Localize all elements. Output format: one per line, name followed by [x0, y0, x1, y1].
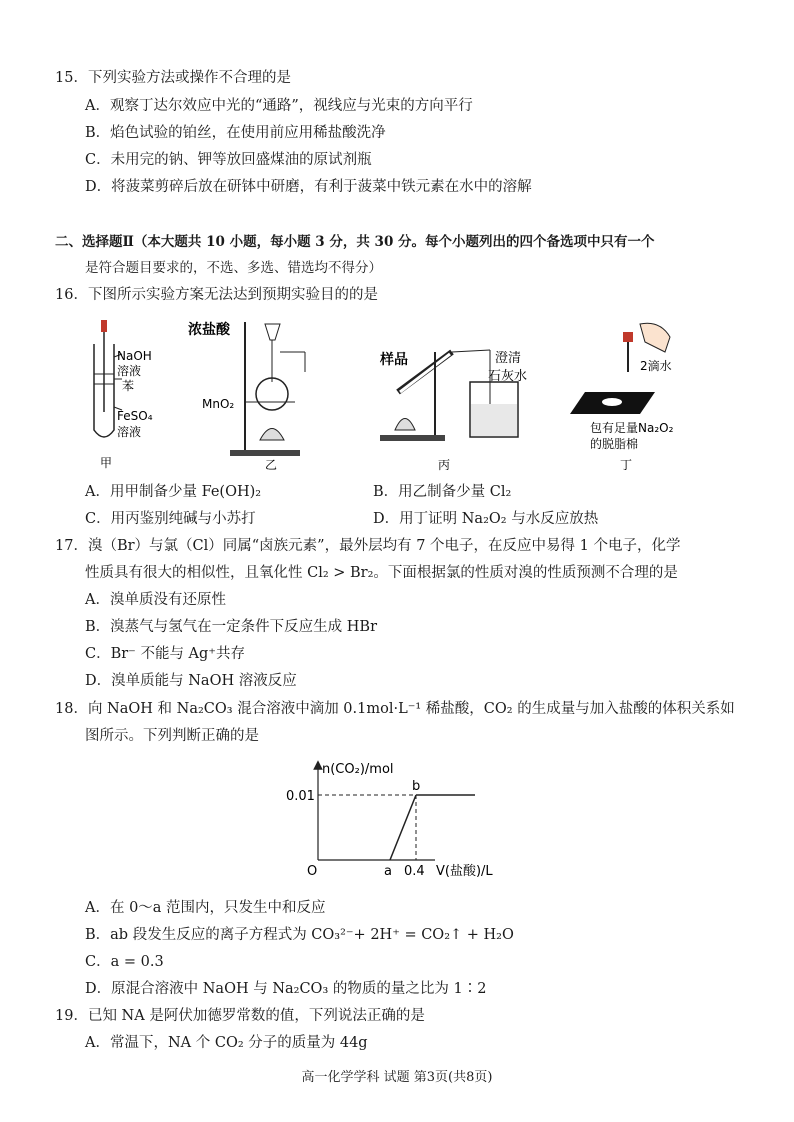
q17-stem-line2: 性质具有很大的相似性，且氧化性 Cl₂ > Br₂。下面根据氯的性质对溴的性质预测不合理的是	[85, 565, 678, 581]
q16-option-d: D．用丁证明 Na₂O₂ 与水反应放热	[373, 511, 599, 527]
q15-stem: 15．下列实验方法或操作不合理的是	[55, 70, 291, 86]
q15-option-a: A．观察丁达尔效应中光的“通路”，视线应与光束的方向平行	[85, 98, 473, 114]
q15-option-d: D．将菠菜剪碎后放在研钵中研磨，有利于菠菜中铁元素在水中的溶解	[85, 179, 532, 195]
bing-label-sample: 样品	[380, 352, 408, 368]
ding-label-cotton: 的脱脂棉	[590, 437, 639, 451]
jia-label-benzene: 苯	[122, 379, 135, 393]
section2-heading-cont: 是符合题目要求的，不选、多选、错选均不得分）	[85, 260, 382, 276]
q15-option-c: C．未用完的钠、钾等放回盛煤油的原试剂瓶	[85, 152, 372, 168]
graph-origin: O	[307, 864, 318, 879]
graph-y-tick: 0.01	[286, 789, 315, 804]
yi-caption: 乙	[265, 458, 278, 472]
q18-stem-line2: 图所示。下列判断正确的是	[85, 728, 259, 744]
bing-label-limewater: 石灰水	[488, 369, 528, 384]
graph-y-label: n(CO₂)/mol	[322, 762, 394, 777]
q15-option-b: B．焰色试验的铂丝，在使用前应用稀盐酸洗净	[85, 125, 386, 141]
yi-label-conc-hcl: 浓盐酸	[188, 322, 230, 338]
jia-caption: 甲	[100, 456, 113, 470]
q16-stem: 16．下图所示实验方案无法达到预期实验目的的是	[55, 287, 378, 303]
q17-option-d: D．溴单质能与 NaOH 溶液反应	[85, 673, 297, 689]
q19-option-a: A．常温下，NA 个 CO₂ 分子的质量为 44g	[85, 1035, 368, 1051]
q17-option-b: B．溴蒸气与氢气在一定条件下反应生成 HBr	[85, 619, 377, 635]
q16-option-b: B．用乙制备少量 Cl₂	[373, 484, 512, 500]
q18-option-b: B．ab 段发生反应的离子方程式为 CO₃²⁻+ 2H⁺ = CO₂↑ + H₂O	[85, 927, 514, 943]
ding-label-two-drops: 2滴水	[640, 359, 672, 373]
jia-label-solution1: 溶液	[117, 364, 142, 378]
graph-point-a: a	[384, 864, 392, 879]
q16-option-c: C．用丙鉴别纯碱与小苏打	[85, 511, 256, 527]
jia-label-solution2: 溶液	[117, 425, 142, 439]
figure-bing	[379, 350, 527, 472]
q17-option-a: A．溴单质没有还原性	[85, 592, 226, 608]
q18-option-a: A．在 0～a 范围内，只发生中和反应	[85, 900, 326, 916]
bing-label-clear: 澄清	[495, 351, 522, 366]
graph-point-b: b	[412, 779, 421, 794]
q18-stem-line1: 18．向 NaOH 和 Na₂CO₃ 混合溶液中滴加 0.1mol·L⁻¹ 稀盐酸，CO₂ 的生成量与加入盐酸的体积关系如	[55, 701, 735, 717]
q18-graph	[270, 755, 530, 885]
section2-heading: 二、选择题Ⅱ（本大题共 10 小题，每小题 3 分，共 30 分。每个小题列出的四个备选项中只有一个	[55, 234, 655, 250]
q16-apparatus-figure	[80, 312, 700, 477]
yi-label-mno2: MnO₂	[202, 397, 235, 411]
q17-stem-line1: 17．溴（Br）与氯（Cl）同属“卤族元素”，最外层均有 7 个电子，在反应中易得 1 个电子，化学	[55, 538, 681, 554]
ding-caption: 丁	[620, 458, 633, 472]
graph-x-label: V(盐酸)/L	[436, 864, 493, 879]
figure-yi	[188, 321, 305, 472]
q19-stem: 19．已知 NA 是阿伏加德罗常数的值，下列说法正确的是	[55, 1008, 425, 1024]
q18-option-c: C．a = 0.3	[85, 954, 164, 970]
q18-option-d: D．原混合溶液中 NaOH 与 Na₂CO₃ 的物质的量之比为 1∶2	[85, 981, 487, 997]
q17-option-c: C．Br⁻ 不能与 Ag⁺共存	[85, 646, 245, 662]
q16-option-a: A．用甲制备少量 Fe(OH)₂	[85, 484, 262, 500]
jia-label-naoh: NaOH	[117, 349, 152, 363]
figure-jia	[94, 320, 153, 470]
graph-rising-segment	[390, 795, 416, 860]
bing-caption: 丙	[438, 458, 451, 472]
page-footer: 高一化学学科 试题 第3页(共8页)	[301, 1070, 493, 1085]
jia-label-feso4: FeSO₄	[117, 409, 153, 423]
graph-x-tick: 0.4	[404, 864, 425, 879]
ding-label-na2o2: 包有足量Na₂O₂	[590, 421, 674, 435]
figure-ding	[570, 323, 674, 472]
